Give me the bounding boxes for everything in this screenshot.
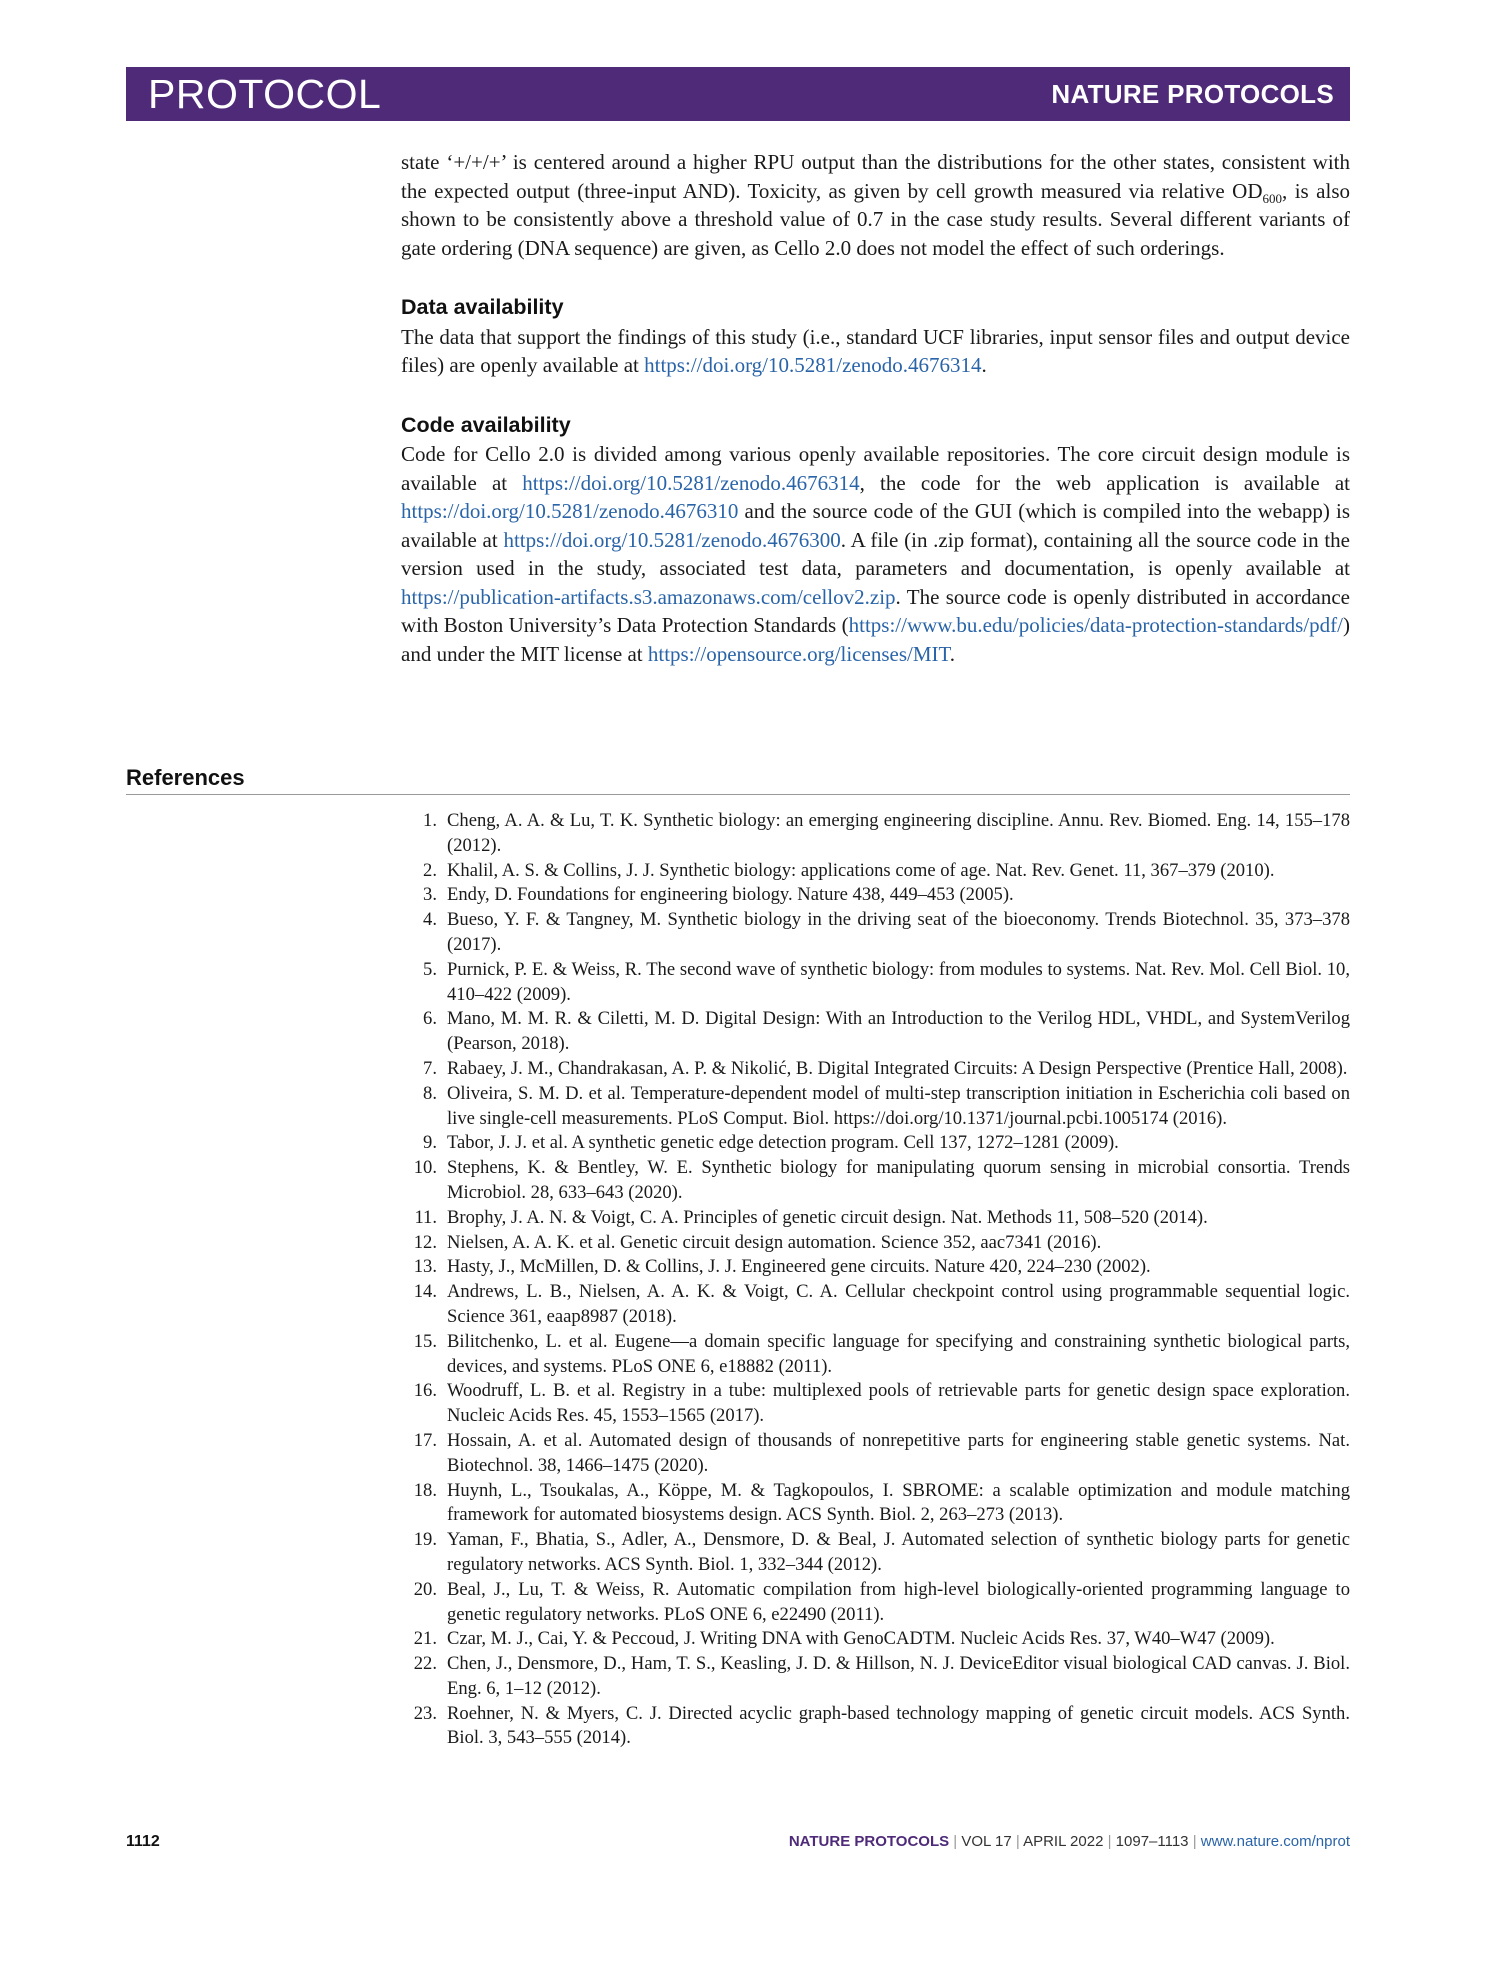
reference-number: 20.	[413, 1578, 437, 1600]
reference-item	[401, 1057, 1350, 1082]
reference-text: Czar, M. J., Cai, Y. & Peccoud, J. Writing DNA with GenoCADTM. Nucleic Acids Res. 37, W40–W47 (2009).	[447, 1628, 1275, 1650]
reference-item	[401, 1379, 1350, 1429]
reference-text: Hossain, A. et al. Automated design of thousands of nonrepetitive parts for engineering stable genetic systems. Nat. Biotechnol. 38, 1466–1475 (2020).	[447, 1429, 1350, 1476]
reference-number: 5.	[423, 958, 437, 980]
reference-text: Chen, J., Densmore, D., Ham, T. S., Keasling, J. D. & Hillson, N. J. DeviceEditor visual biological CAD canvas. J. Biol. Eng. 6, 1–12 (2012).	[447, 1653, 1350, 1699]
reference-text: Stephens, K. & Bentley, W. E. Synthetic biology for manipulating quorum sensing in microbial consortia. Trends Microbiol. 28, 633–643 (2020).	[447, 1157, 1350, 1203]
reference-item	[401, 1280, 1350, 1330]
references-header-rule	[126, 763, 1350, 795]
reference-text: Tabor, J. J. et al. A synthetic genetic edge detection program. Cell 137, 1272–1281 (2009).	[447, 1132, 1119, 1154]
reference-item	[401, 908, 1350, 958]
reference-number: 11.	[414, 1206, 437, 1228]
reference-item	[401, 1082, 1350, 1132]
reference-text: Huynh, L., Tsoukalas, A., Köppe, M. & Tagkopoulos, I. SBROME: a scalable optimization and module matching framework for automated biosystems design. ACS Synth. Biol. 2, 263–273 (2013).	[447, 1479, 1350, 1526]
reference-item	[401, 1330, 1350, 1380]
reference-number: 16.	[413, 1380, 437, 1402]
reference-number: 6.	[423, 1008, 437, 1030]
reference-text: Bilitchenko, L. et al. Eugene—a domain specific language for specifying and constraining synthetic biological parts, devices, and systems. PLoS ONE 6, e18882 (2011).	[447, 1330, 1350, 1377]
reference-text: Yaman, F., Bhatia, S., Adler, A., Densmore, D. & Beal, J. Automated selection of synthetic biology parts for genetic regulatory networks. ACS Synth. Biol. 1, 332–344 (2012).	[447, 1529, 1350, 1575]
code-availability-text: Code for Cello 2.0 is divided among various openly available repositories. The core circuit design module is available at https://doi.org/10.5281/zenodo.4676314, the code for the web application is available at https://doi.org/10.5281/zenodo.4676310 and the source code of the GUI (which is compiled into the webapp) is available at https://doi.org/10.5281/zenodo.4676300. A file (in .zip format), containing all the source code in the version used in the study, associated test data, parameters and documentation, is openly available at https://publication-artifacts.s3.amazonaws.com/cellov2.zip. The source code is openly distributed in accordance with Boston University’s Data Protection Standards (https://www.bu.edu/policies/data-protection-standards/pdf/) and under the MIT license at https://opensource.org/licenses/MIT.	[401, 442, 1350, 666]
reference-item	[401, 859, 1350, 884]
reference-number: 18.	[413, 1479, 437, 1501]
reference-number: 22.	[413, 1653, 437, 1675]
reference-text: Bueso, Y. F. & Tangney, M. Synthetic biology in the driving seat of the bioeconomy. Trends Biotechnol. 35, 373–378 (2017).	[447, 909, 1350, 955]
header-bar	[126, 67, 1350, 121]
reference-number: 10.	[413, 1157, 437, 1179]
reference-item	[401, 1255, 1350, 1280]
code-link-core-module[interactable]: https://doi.org/10.5281/zenodo.4676314	[522, 470, 860, 495]
reference-item	[401, 1528, 1350, 1578]
footer-date: APRIL 2022	[1023, 1833, 1104, 1850]
reference-text: Khalil, A. S. & Collins, J. J. Synthetic biology: applications come of age. Nat. Rev. Genet. 11, 367–379 (2010).	[447, 859, 1275, 881]
reference-text: Rabaey, J. M., Chandrakasan, A. P. & Nikolić, B. Digital Integrated Circuits: A Design Perspective (Prentice Hall, 2008).	[447, 1057, 1348, 1079]
reference-text: Oliveira, S. M. D. et al. Temperature-dependent model of multi-step transcription initiation in Escherichia coli based on live single-cell measurements. PLoS Comput. Biol. https://doi.org/10.1371/journal.pcbi.1005174 (2016).	[447, 1082, 1350, 1129]
reference-item	[401, 1578, 1350, 1628]
reference-item	[401, 1206, 1350, 1231]
reference-number: 8.	[423, 1082, 437, 1104]
reference-number: 21.	[413, 1628, 437, 1650]
reference-item	[401, 1156, 1350, 1206]
reference-item	[401, 958, 1350, 1008]
reference-item	[401, 1429, 1350, 1479]
section-label: PROTOCOL	[148, 70, 382, 117]
footer-pages: 1097–1113	[1115, 1833, 1189, 1850]
code-link-gui[interactable]: https://doi.org/10.5281/zenodo.4676300	[503, 527, 841, 552]
footer-journal: NATURE PROTOCOLS	[788, 1833, 950, 1850]
code-availability-section	[401, 411, 1350, 669]
footer-url[interactable]: www.nature.com/nprot	[1200, 1833, 1350, 1850]
data-availability-text: The data that support the findings of this study (i.e., standard UCF libraries, input sensor files and output device files) are openly available at https://doi.org/10.5281/zenodo.4676314.	[401, 324, 1350, 377]
intro-paragraph: state ‘+/+/+’ is centered around a higher RPU output than the distributions for the other states, consistent with the expected output (three-input AND). Toxicity, as given by cell growth measured via relative $OD_{600}$, is also shown to be consistently above a threshold value of 0.7 in the case study results. Several different variants of gate ordering (DNA sequence) are given, as Cello 2.0 does not model the effect of such orderings.	[401, 150, 1351, 260]
footer-citation: NATURE PROTOCOLS | VOL 17 | APRIL 2022 | 1097–1113 | www.nature.com/nprot	[788, 1833, 1350, 1850]
reference-number: 4.	[423, 909, 437, 931]
code-link-zip-archive[interactable]: https://publication-artifacts.s3.amazonaws.com/cellov2.zip	[401, 584, 896, 609]
reference-item	[401, 1652, 1350, 1702]
code-link-bu-policy[interactable]: https://www.bu.edu/policies/data-protection-standards/pdf/	[848, 613, 1343, 637]
reference-number: 23.	[413, 1702, 437, 1724]
reference-text: Nielsen, A. A. K. et al. Genetic circuit design automation. Science 352, aac7341 (2016).	[447, 1231, 1102, 1253]
reference-item	[401, 1627, 1350, 1652]
reference-text: Woodruff, L. B. et al. Registry in a tube: multiplexed pools of retrievable parts for genetic design space exploration. Nucleic Acids Res. 45, 1553–1565 (2017).	[447, 1380, 1350, 1427]
references-list	[401, 809, 1350, 1751]
reference-text: Beal, J., Lu, T. & Weiss, R. Automatic compilation from high-level biologically-oriented programming language to genetic regulatory networks. PLoS ONE 6, e22490 (2011).	[447, 1578, 1350, 1625]
footer-volume: VOL 17	[961, 1833, 1012, 1850]
reference-number: 15.	[413, 1330, 437, 1352]
reference-item	[401, 1131, 1350, 1156]
reference-text: Mano, M. M. R. & Ciletti, M. D. Digital Design: With an Introduction to the Verilog HDL, VHDL, and SystemVerilog (Pearson, 2018).	[447, 1008, 1350, 1055]
reference-number: 17.	[413, 1429, 437, 1451]
reference-number: 2.	[423, 859, 437, 881]
page-number: 1112	[126, 1833, 160, 1850]
data-link-zenodo-4676314[interactable]: https://doi.org/10.5281/zenodo.4676314	[644, 353, 982, 377]
reference-number: 1.	[423, 810, 437, 831]
reference-item	[401, 1007, 1350, 1057]
reference-item	[401, 809, 1350, 859]
data-availability-heading: Data availability	[401, 295, 564, 319]
reference-number: 12.	[413, 1231, 437, 1253]
reference-item	[401, 883, 1350, 908]
reference-text: Andrews, L. B., Nielsen, A. A. K. & Voigt, C. A. Cellular checkpoint control using programmable sequential logic. Science 361, eaap8987 (2018).	[447, 1281, 1350, 1327]
journal-name: NATURE PROTOCOLS	[1051, 78, 1334, 109]
reference-number: 9.	[423, 1132, 437, 1154]
code-link-mit-license[interactable]: https://opensource.org/licenses/MIT	[647, 641, 950, 666]
reference-number: 13.	[413, 1256, 437, 1278]
reference-item	[401, 1231, 1350, 1256]
reference-item	[401, 1702, 1350, 1752]
reference-number: 14.	[413, 1281, 437, 1303]
reference-text: Purnick, P. E. & Weiss, R. The second wave of synthetic biology: from modules to systems. Nat. Rev. Mol. Cell Biol. 10, 410–422 (2009).	[447, 958, 1350, 1005]
reference-text: Roehner, N. & Myers, C. J. Directed acyclic graph-based technology mapping of genetic circuit models. ACS Synth. Biol. 3, 543–555 (2014).	[447, 1702, 1350, 1749]
code-link-web-application[interactable]: https://doi.org/10.5281/zenodo.4676310	[401, 499, 739, 523]
data-availability-section	[401, 293, 1350, 380]
reference-text: Brophy, J. A. N. & Voigt, C. A. Principles of genetic circuit design. Nat. Methods 11, 508–520 (2014).	[447, 1206, 1208, 1228]
reference-text: Endy, D. Foundations for engineering biology. Nature 438, 449–453 (2005).	[447, 884, 1014, 906]
references-heading: References	[126, 765, 245, 790]
main-text	[401, 148, 1350, 668]
reference-number: 3.	[423, 884, 437, 906]
reference-number: 7.	[423, 1057, 437, 1079]
reference-text: Hasty, J., McMillen, D. & Collins, J. J. Engineered gene circuits. Nature 420, 224–230 (2002).	[447, 1256, 1151, 1278]
code-availability-heading: Code availability	[401, 412, 571, 437]
reference-number: 19.	[413, 1529, 437, 1551]
reference-text: Cheng, A. A. & Lu, T. K. Synthetic biology: an emerging engineering discipline. Annu. Rev. Biomed. Eng. 14, 155–178 (2012).	[447, 810, 1350, 856]
reference-item	[401, 1479, 1350, 1529]
